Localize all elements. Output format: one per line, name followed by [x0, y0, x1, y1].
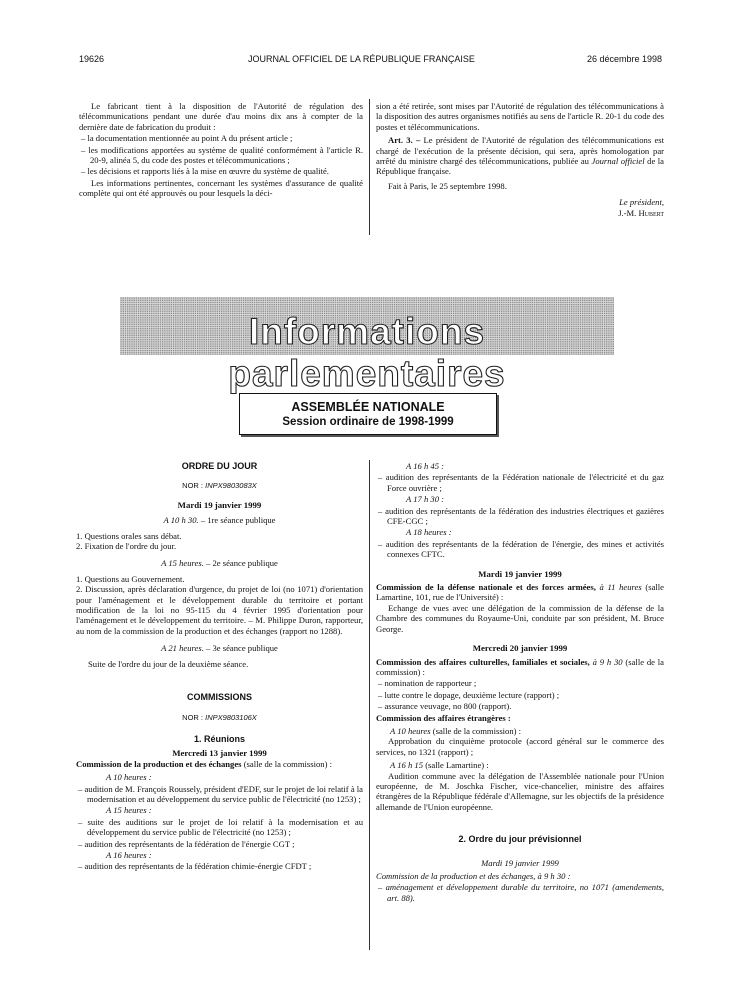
list-item: 1. Questions au Gouvernement.	[76, 573, 185, 584]
top-left-column	[79, 101, 363, 199]
article-3	[376, 135, 664, 177]
commission-heading: Commission de la production et des échanges (salle de la commission) :	[76, 758, 332, 769]
commission-text: Audition commune avec la délégation de l'Assemblée nationale pour l'Union européenne, de M. Joschka Fischer, vice-chancelier, ministre des affaires étrangères de la République fédérale d'Allemagne, sur les objectifs de la présidence allemande de l'Union européenne.	[376, 770, 664, 812]
date-heading: Mardi 19 janvier 1999	[177, 499, 262, 510]
assembly-name: ASSEMBLÉE NATIONALE	[291, 400, 445, 414]
time-label: A 10 heures :	[106, 772, 152, 783]
list-item: – audition de M. François Roussely, président d'EDF, sur le projet de loi relatif à la modernisation et au développement du service public de l'électricité (no 1253) ;	[78, 783, 363, 804]
time-label: A 16 heures :	[106, 849, 152, 860]
commission-text: Echange de vues avec une délégation de la commission de la défense de la Chambre des communes du Royaume-Uni, conduite par son président, M. Bruce George.	[376, 602, 664, 634]
signature-name: J.-M. Hubert	[618, 207, 664, 218]
article-end: de la République française.	[376, 156, 664, 177]
list-item: 2. Discussion, après déclaration d'urgence, du projet de loi (no 1071) d'orientation pour l'aménagement et le développement durable du territoire et portant modification de la loi no 95-115 du 4 février 1995 d'orientation pour l'aménagement et le développement du territoire. – M. Philippe Duron, rapporteur, au nom de la commission de la production et des échanges (rapport no 1288).	[76, 584, 363, 636]
list-item: – les décisions et rapports liés à la mise en œuvre du système de qualité.	[81, 166, 329, 177]
list-item: – audition des représentants de la fédération des industries électriques et gazières CFE-CGC ;	[378, 505, 664, 527]
time-label: A 15 heures :	[106, 805, 152, 816]
page-number: 19626	[79, 54, 105, 64]
list-item: 1. Questions orales sans débat.	[76, 530, 182, 541]
date-heading: Mercredi 20 janvier 1999	[472, 643, 568, 654]
column-divider	[369, 460, 370, 950]
intro-paragraph: Le fabricant tient à la disposition de l'Autorité de régulation des télécommunications pendant une durée d'au moins dix ans à compter de la dernière date de fabrication du produit :	[79, 101, 363, 132]
list-item: 2. Fixation de l'ordre du jour.	[76, 541, 177, 552]
reunions-heading: 1. Réunions	[193, 733, 245, 744]
commission-heading: Commission de la défense nationale et des forces armées, à 11 heures (salle Lamartine, 101, rue de l'Université) :	[376, 582, 664, 603]
ordre-du-jour-title: ORDRE DU JOUR	[181, 461, 258, 471]
list-item: – suite des auditions sur le projet de loi relatif à la modernisation et au développement du service public de l'électricité (no 1253) ;	[78, 816, 363, 838]
date-heading: Mercredi 13 janvier 1999	[172, 748, 267, 759]
session-text: Suite de l'ordre du jour de la deuxième séance.	[88, 658, 249, 669]
list-item: – audition des représentants de la fédération chimie-énergie CFDT ;	[78, 861, 312, 872]
list-item: – lutte contre le dopage, deuxième lecture (rapport) ;	[378, 689, 560, 700]
continuation-paragraph: sion a été retirée, sont mises par l'Autorité de régulation des télécommunications à la disposition des autres organismes notifiés au sens de l'article R. 20-1 du code des postes et télécommunications.	[376, 101, 664, 132]
time-label: A 18 heures :	[406, 527, 452, 538]
commissions-title: COMMISSIONS	[186, 692, 252, 703]
session-line: A 21 heures. – 3e séance publique	[161, 643, 278, 654]
session-line: A 10 h 30. – 1re séance publique	[163, 515, 276, 526]
date-heading: Mardi 19 janvier 1999	[478, 568, 562, 579]
assembly-box	[239, 393, 497, 435]
previsionnel-heading: 2. Ordre du jour prévisionnel	[458, 834, 582, 845]
time-label: A 17 h 30 :	[406, 494, 445, 505]
time-label: A 16 h 45 :	[406, 461, 445, 471]
journal-reference: Journal officiel	[591, 156, 645, 167]
session-line: A 15 heures. – 2e séance publique	[161, 558, 278, 569]
time-line: A 16 h 15 (salle Lamartine) :	[390, 760, 489, 771]
list-item: – nomination de rapporteur ;	[378, 678, 477, 689]
article-label: Art. 3. –	[388, 135, 421, 146]
top-right-column	[376, 101, 664, 218]
outro-paragraph: Les informations pertinentes, concernant les systèmes d'assurance de qualité complète qui ont été approuvés ou pour lesquels la déci-	[79, 177, 363, 199]
nor-reference: NOR : INPX9803083X	[182, 481, 257, 491]
list-item: – les modifications apportées au système de qualité conformément à l'article R. 20-9, alinéa 5, du code des postes et télécommunications ;	[81, 144, 363, 166]
list-item: – audition des représentants de la fédération de l'énergie, des mines et activités connexes CFTC.	[378, 538, 664, 560]
commission-heading: Commission de la production et des échanges, à 9 h 30 :	[376, 871, 571, 881]
session-label: Session ordinaire de 1998-1999	[282, 416, 454, 428]
section-banner	[120, 297, 614, 394]
header-date: 26 décembre 1998	[587, 54, 663, 64]
nor-reference: NOR : INPX9803106X	[182, 712, 257, 722]
signature-role: Le président,	[619, 197, 664, 208]
right-column	[376, 461, 664, 904]
journal-title: JOURNAL OFFICIEL DE LA RÉPUBLIQUE FRANÇAISE	[248, 54, 475, 64]
column-divider	[369, 99, 370, 235]
left-column	[76, 461, 363, 873]
commission-text: Approbation du cinquième protocole (accord général sur le commerce des services, no 1321 (rapport) ;	[376, 736, 664, 757]
list-item: – audition des représentants de la fédération de l'énergie CGT ;	[78, 838, 295, 849]
time-line: A 10 heures (salle de la commission) :	[390, 725, 522, 736]
commission-heading: Commission des affaires étrangères :	[376, 712, 511, 723]
list-item: – audition des représentants de la Fédération nationale de l'électricité et du gaz Force ouvrière ;	[378, 472, 664, 493]
done-line: Fait à Paris, le 25 septembre 1998.	[388, 180, 507, 191]
list-item: – aménagement et développement durable du territoire, no 1071 (amendements, art. 88).	[378, 882, 664, 903]
commission-heading: Commission des affaires culturelles, familiales et sociales, à 9 h 30 (salle de la commission) :	[376, 656, 664, 677]
banner-title: Informations parlementaires	[228, 311, 506, 394]
list-item: – assurance veuvage, no 800 (rapport).	[378, 701, 512, 712]
article-text: Le président de l'Autorité de régulation des télécommunications est chargé de l'exécution de la présente décision, qui sera, après homologation par arrêté du ministre chargé des télécommunications, publiée au	[376, 135, 664, 167]
list-item: – la documentation mentionnée au point A du présent article ;	[81, 133, 293, 144]
date-heading: Mardi 19 janvier 1999	[481, 857, 559, 868]
